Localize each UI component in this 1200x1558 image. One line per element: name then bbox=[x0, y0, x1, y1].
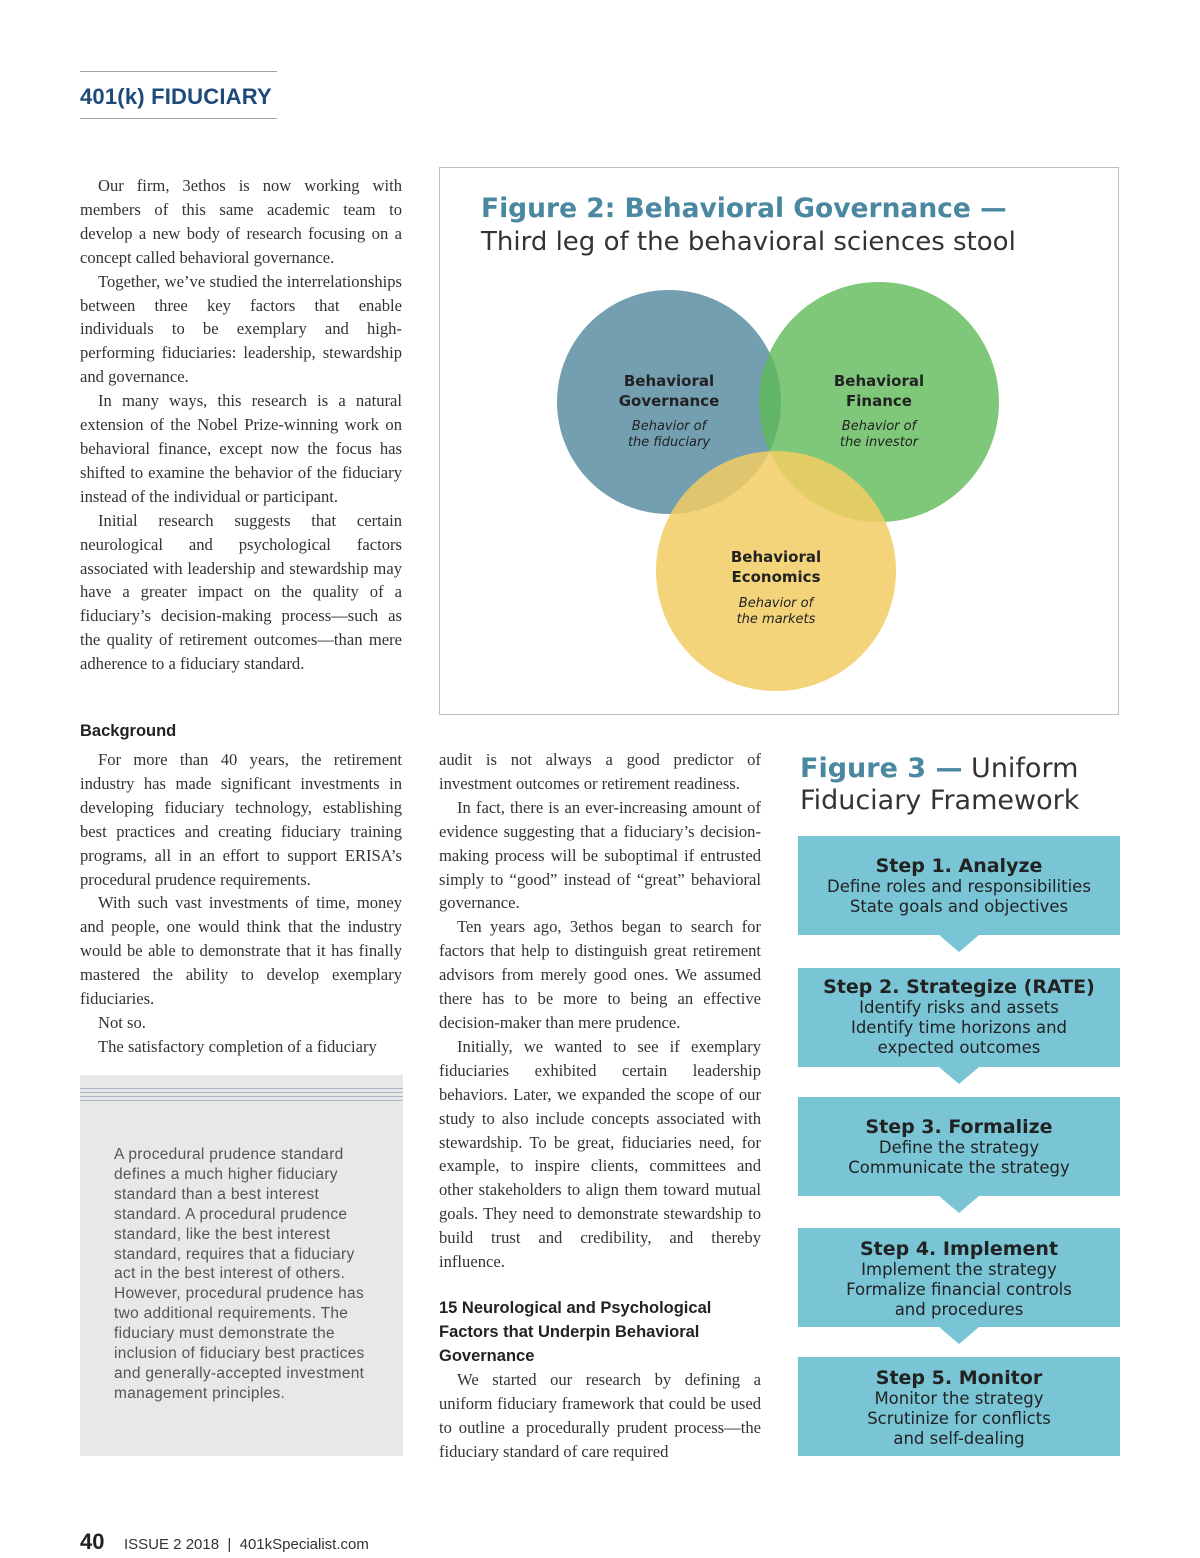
paragraph: In many ways, this research is a natural extension of the Nobel Prize-winning work on behavioral finance, except now the focus has shifted to examine the behavior of the fiduciary instead of the individual or participant. bbox=[80, 391, 402, 506]
section-title: 401(k) FIDUCIARY bbox=[80, 84, 272, 109]
figure-3-title bbox=[800, 753, 1140, 817]
sidebar-text: A procedural prudence standard defines a much higher fiduciary standard than a best interest standard. A procedural prudence standard, like the best interest standard, requires that a fiduciary act in the best interest of others. However, procedural prudence has two additional requirements. The fiduciary must demonstrate the inclusion of fiduciary best practices and generally-accepted investment management principles. bbox=[114, 1146, 365, 1402]
step-line: Define the strategy bbox=[878, 1138, 1040, 1157]
venn-label-economics-l1: Behavioral bbox=[730, 548, 822, 566]
paragraph: Our firm, 3ethos is now working with members of this same academic team to develop a new body of research focusing on a concept called behavioral governance. bbox=[80, 176, 402, 267]
venn-diagram bbox=[439, 167, 1119, 715]
step-line: Implement the strategy bbox=[861, 1260, 1057, 1279]
paragraph: For more than 40 years, the retirement industry has made significant investments in developing fiduciary technology, establishing best practices and creating fiduciary training programs, all in an effort to support ERISA’s procedural prudence requirements. bbox=[80, 750, 402, 889]
venn-label-governance-l1: Behavioral bbox=[623, 372, 715, 390]
step-arrow bbox=[939, 935, 979, 952]
step-line: Identify time horizons and bbox=[850, 1018, 1068, 1037]
venn-label-economics-l2: Economics bbox=[731, 568, 821, 586]
paragraph: Ten years ago, 3ethos began to search for factors that help to distinguish great retirement advisors from merely good ones. We assumed there has to be more to being an effective decision-maker than mere prudence. bbox=[439, 917, 761, 1032]
figure-3-title-rest: Uniform Fiduciary Framework bbox=[800, 753, 1080, 816]
step-line: and self-dealing bbox=[893, 1429, 1025, 1448]
header-rule-top bbox=[80, 71, 277, 72]
paragraph: Together, we’ve studied the interrelationships between three key factors that enable individuals to be exemplary and high-performing fiduciaries: leadership, stewardship and governance. bbox=[80, 271, 402, 387]
figure-2-subtitle: Third leg of the behavioral sciences stool bbox=[481, 227, 1016, 257]
figure-2-title: Figure 2: Behavioral Governance — bbox=[481, 193, 1007, 224]
paragraph: Initial research suggests that certain neurological and psychological factors associated with leadership and stewardship may have a greater impact on the quality of a fiduciary’s decision-making process—such as the quality of retirement outcomes—than mere adherence to a fiduciary standard. bbox=[80, 510, 402, 674]
venn-label-finance-l1: Behavioral bbox=[833, 372, 925, 390]
step-title: Step 2. Strategize (RATE) bbox=[823, 976, 1095, 998]
step-title: Step 5. Monitor bbox=[875, 1367, 1043, 1389]
step-box-2 bbox=[798, 968, 1120, 1067]
step-arrow bbox=[939, 1196, 979, 1213]
step-line: State goals and objectives bbox=[849, 897, 1069, 916]
step-line: Monitor the strategy bbox=[874, 1389, 1044, 1408]
paragraph: Initially, we wanted to see if exemplary fiduciaries exhibited certain leadership behaviors. Later, we expanded the scope of our study to also include concepts associated with stewardship. To be great, fiduciaries need, for example, to inspire clients, committees and other stakeholders to align them toward mutual goals. They need to demonstrate stewardship to build trust and credibility, and thereby influence. bbox=[439, 1036, 761, 1272]
venn-desc-finance-l2: the investor bbox=[839, 435, 919, 450]
paragraph: The satisfactory completion of a fiduciary bbox=[98, 1036, 377, 1056]
step-line: Define roles and responsibilities bbox=[827, 877, 1091, 896]
step-title: Step 4. Implement bbox=[859, 1238, 1059, 1260]
step-arrow bbox=[939, 1327, 979, 1344]
sidebar-callout bbox=[80, 1075, 403, 1456]
paragraph: Not so. bbox=[98, 1012, 146, 1032]
step-box-3 bbox=[798, 1097, 1120, 1196]
column-1-background bbox=[80, 748, 402, 1059]
paragraph: In fact, there is an ever-increasing amount of evidence suggesting that a fiduciary’s decision-making process will be suboptimal if entrusted simply to “good” instead of “great” behavioral governance. bbox=[439, 797, 761, 913]
venn-desc-finance-l1: Behavior of bbox=[841, 419, 917, 434]
venn-label-governance-l2: Governance bbox=[618, 392, 720, 410]
background-heading: Background bbox=[80, 722, 177, 740]
sidebar-rules bbox=[80, 1088, 403, 1104]
step-box-1 bbox=[798, 836, 1120, 935]
step-line: and procedures bbox=[894, 1300, 1024, 1319]
venn-desc-economics-l2: the markets bbox=[736, 612, 816, 627]
step-title: Step 1. Analyze bbox=[875, 855, 1043, 877]
step-line: Communicate the strategy bbox=[848, 1158, 1070, 1177]
venn-desc-governance-l2: the fiduciary bbox=[627, 435, 711, 450]
paragraph: With such vast investments of time, money and people, one would think that the industry would be able to demonstrate that it has finally mastered the ability to develop exemplary fiduciaries. bbox=[80, 893, 402, 1009]
step-line: expected outcomes bbox=[877, 1038, 1041, 1057]
column-2 bbox=[439, 748, 761, 1274]
figure-3-title-bold: Figure 3 — bbox=[800, 753, 963, 784]
issue-info: ISSUE 2 2018 | 401kSpecialist.com bbox=[124, 1536, 369, 1553]
step-title: Step 3. Formalize bbox=[865, 1116, 1053, 1138]
page-number: 40 bbox=[80, 1529, 105, 1554]
paragraph: We started our research by defining a uniform fiduciary framework that could be used to outline a procedurally prudent process—the fiduciary standard of care required bbox=[439, 1370, 761, 1461]
step-box-4 bbox=[798, 1228, 1120, 1327]
step-line: Identify risks and assets bbox=[859, 998, 1059, 1017]
factors-subheading: 15 Neurological and Psychological Factors that Underpin Behavioral Governance bbox=[439, 1299, 712, 1365]
venn-desc-economics-l1: Behavior of bbox=[738, 596, 814, 611]
step-line: Formalize financial controls bbox=[846, 1280, 1072, 1299]
step-box-5 bbox=[798, 1357, 1120, 1456]
header-rule-bottom bbox=[80, 118, 277, 119]
column-2-factors bbox=[439, 1368, 761, 1464]
step-line: Scrutinize for conflicts bbox=[867, 1409, 1051, 1428]
venn-label-finance-l2: Finance bbox=[846, 392, 912, 410]
paragraph: audit is not always a good predictor of investment outcomes or retirement readiness. bbox=[439, 750, 761, 793]
step-arrow bbox=[939, 1067, 979, 1084]
venn-desc-governance-l1: Behavior of bbox=[631, 419, 707, 434]
column-1-intro bbox=[80, 174, 402, 676]
